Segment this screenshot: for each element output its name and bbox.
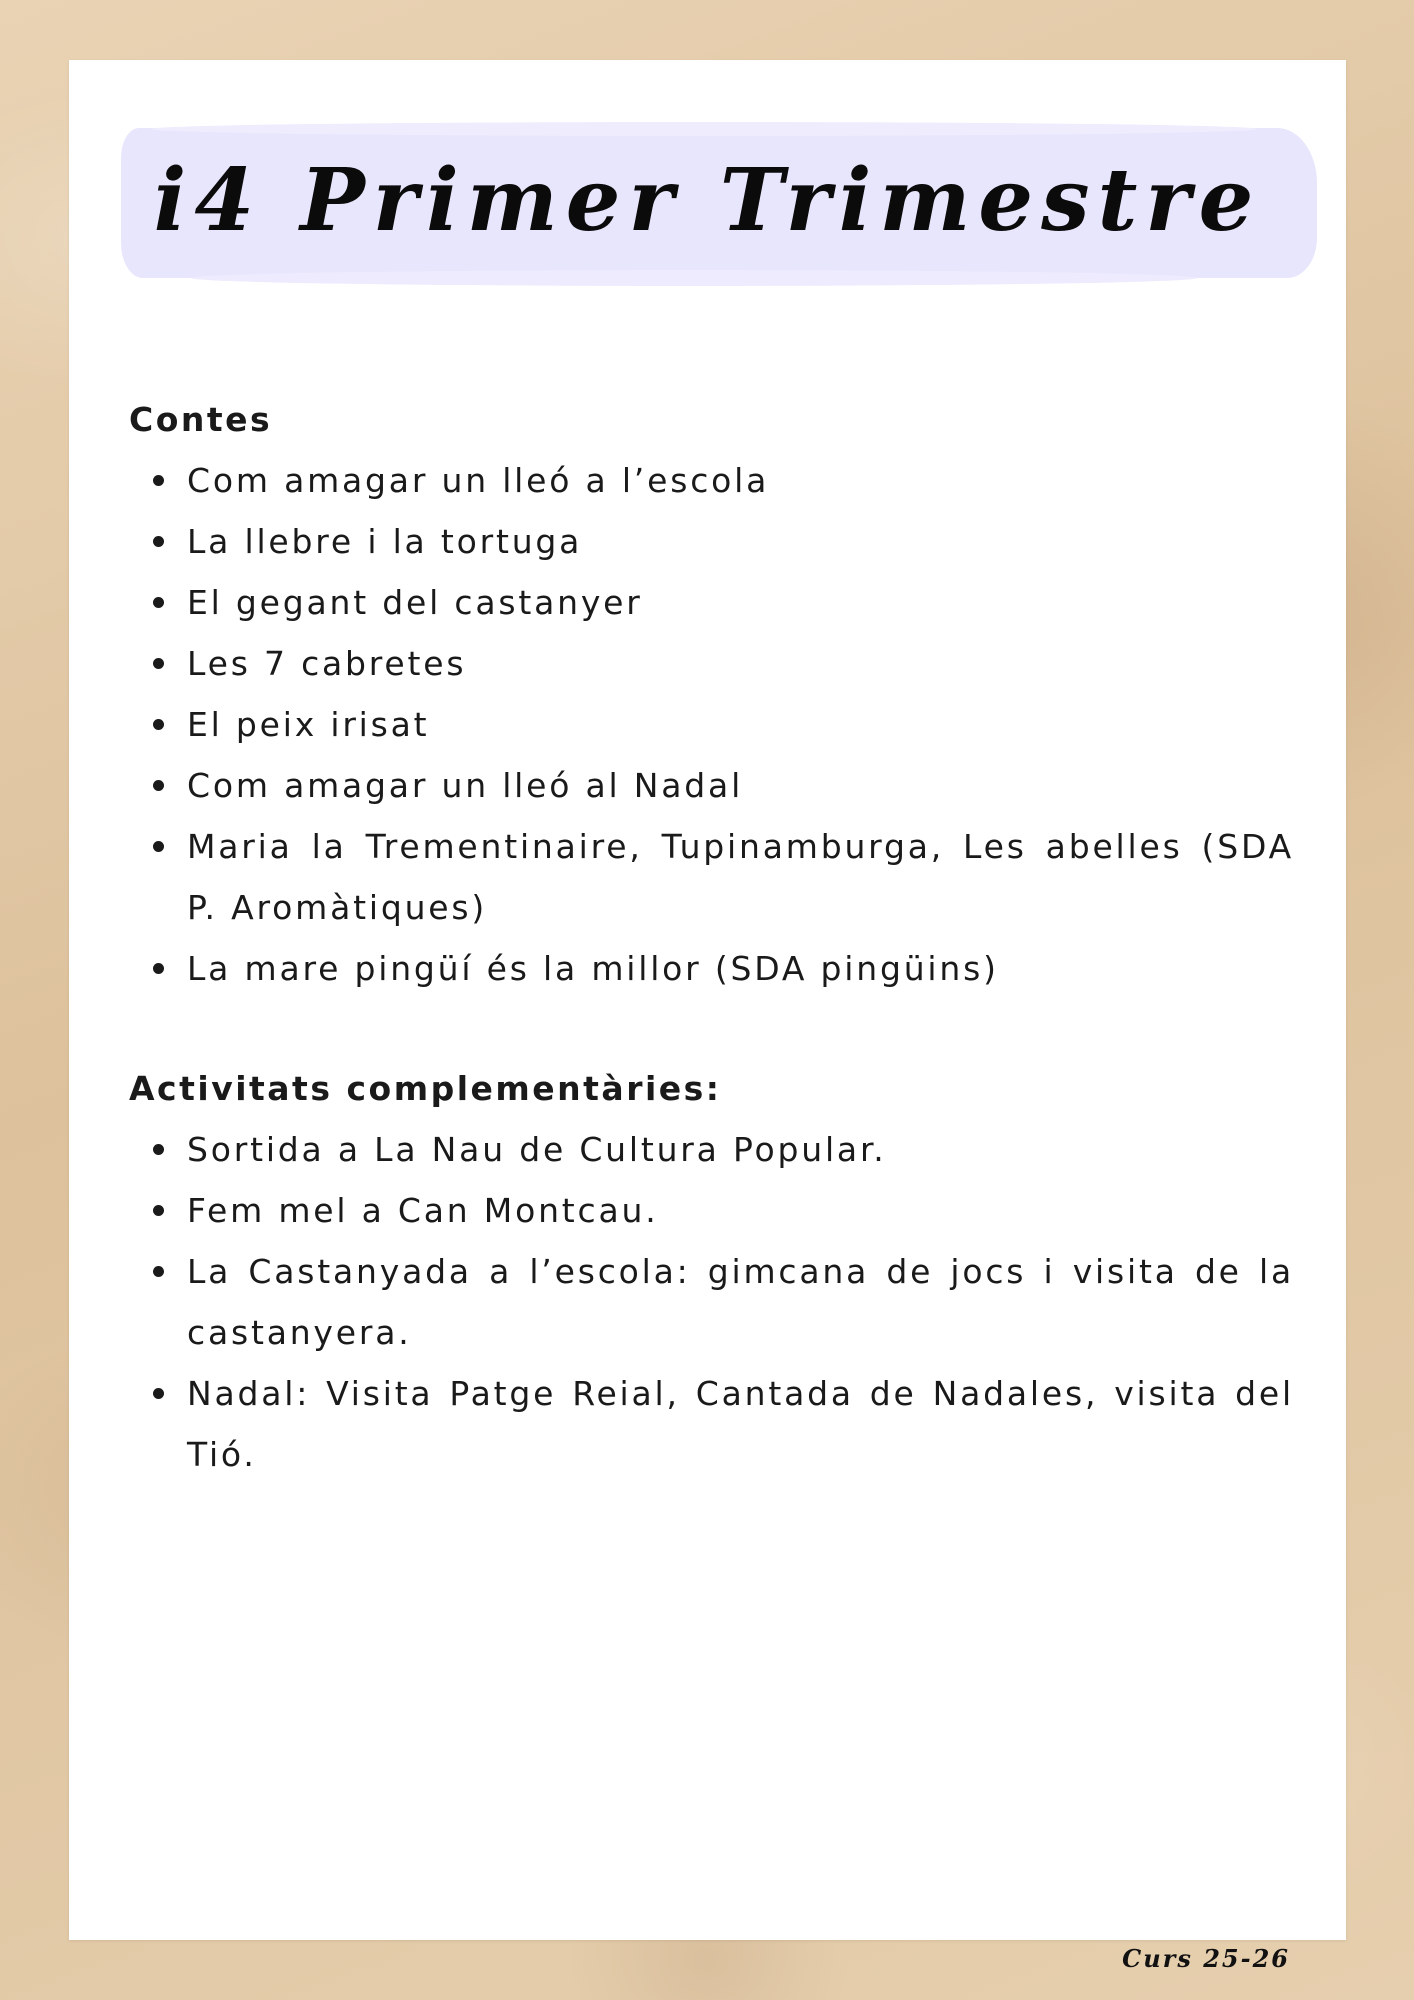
list-item: El peix irisat xyxy=(129,694,1294,755)
list-item: El gegant del castanyer xyxy=(129,572,1294,633)
list-item: Nadal: Visita Patge Reial, Cantada de Nadales, visita del Tió. xyxy=(129,1363,1294,1485)
section-heading-contes: Contes xyxy=(129,400,273,439)
list-item: Les 7 cabretes xyxy=(129,633,1294,694)
footer-school-year: Curs 25-26 xyxy=(1122,1944,1290,1973)
list-item: La mare pingüí és la millor (SDA pingüins) xyxy=(129,938,1294,999)
list-item: La llebre i la tortuga xyxy=(129,511,1294,572)
page-card xyxy=(69,60,1346,1940)
section-spacer xyxy=(129,999,1294,1059)
list-item: Maria la Trementinaire, Tupinamburga, Les abelles (SDA P. Aromàtiques) xyxy=(129,816,1294,938)
list-item: La Castanyada a l’escola: gimcana de jocs i visita de la castanyera. xyxy=(129,1241,1294,1363)
list-item: Fem mel a Can Montcau. xyxy=(129,1180,1294,1241)
list-item: Sortida a La Nau de Cultura Popular. xyxy=(129,1119,1294,1180)
activitats-list xyxy=(129,1119,1294,1485)
content-area xyxy=(129,390,1294,1485)
list-item: Com amagar un lleó al Nadal xyxy=(129,755,1294,816)
page-title: i4 Primer Trimestre xyxy=(153,150,1262,251)
list-item: Com amagar un lleó a l’escola xyxy=(129,450,1294,511)
section-heading-activitats: Activitats complementàries: xyxy=(129,1069,722,1108)
contes-list xyxy=(129,450,1294,999)
